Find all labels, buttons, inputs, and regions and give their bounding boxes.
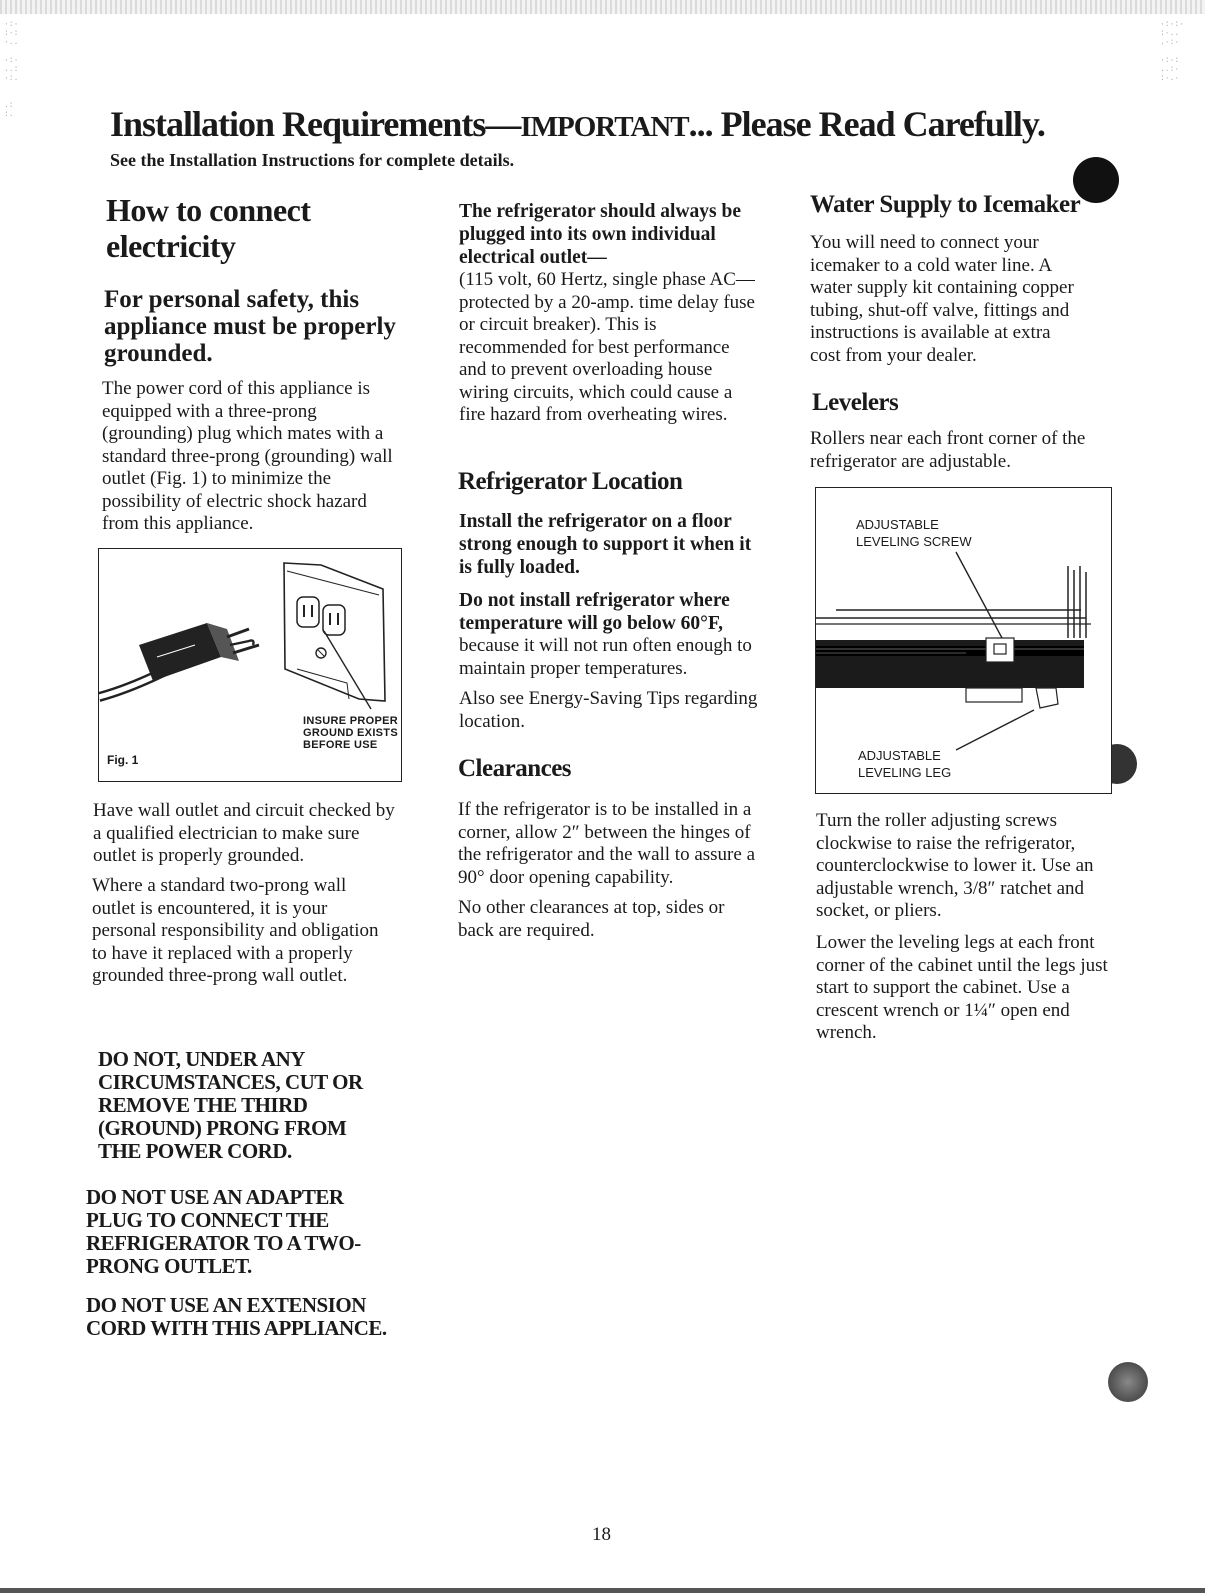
figure-caption: Fig. 1 <box>107 753 139 767</box>
section-water-supply <box>810 192 1100 218</box>
figure-plug-outlet <box>98 548 402 782</box>
heading-grounding-safety: For personal safety, this appliance must be properly grounded. <box>104 286 396 367</box>
safety-subheading-block <box>104 286 404 367</box>
heading-connect-electricity: How to connect electricity <box>106 192 311 264</box>
margin-marks-left: ·:· :·: ·.. ·:· ..: ·:. .: :. <box>4 20 19 119</box>
outlet-check-block <box>93 800 405 868</box>
warning-ground-prong <box>98 1048 378 1163</box>
section-connect-electricity <box>106 192 406 264</box>
two-prong-paragraph: Where a standard two-prong wall outlet is encountered, it is your personal responsibility and obligation to have it replaced with a properly grounded three-prong wall outlet. <box>92 875 379 986</box>
page-number: 18 <box>592 1524 611 1545</box>
levelers-adjust-text: Turn the roller adjusting screws clockwise to raise the refrigerator, counterclockwise to lower it. Use an adjustable wrench, 3/8″ ratchet and socket, or pliers. <box>816 810 1094 921</box>
outlet-requirement-text: (115 volt, 60 Hertz, single phase AC—protected by a 20-amp. time delay fuse or circuit breaker). This is recommended for best performance and to prevent overloading house wiring circuits, which could cause a fire hazard from overheating wires. <box>459 269 755 425</box>
location-temperature-text: because it will not run often enough to maintain proper temperatures. <box>459 635 752 679</box>
ground-callout <box>303 715 398 751</box>
location-block <box>459 510 759 733</box>
levelers-legs-block <box>816 932 1116 1045</box>
water-supply-block <box>810 232 1080 367</box>
figure-levelers <box>815 487 1112 794</box>
levelers-adjust-block <box>816 810 1106 923</box>
callout-line: BEFORE USE <box>303 739 378 751</box>
levelers-legs-text: Lower the leveling legs at each front corner of the cabinet until the legs just start to support the cabinet. Use a crescent wrench or 1¼″ open end wrench. <box>816 932 1108 1043</box>
binder-hole-dot <box>1108 1362 1148 1402</box>
levelers-intro-text: Rollers near each front corner of the refrigerator are adjustable. <box>810 428 1086 472</box>
outlet-requirement-block <box>459 200 759 427</box>
grounding-paragraph: The power cord of this appliance is equipped with a three-prong (grounding) plug which mates with a standard three-prong (grounding) wall outlet (Fig. 1) to minimize the possibility of electric shock hazard from this appliance. <box>102 378 393 534</box>
clearances-block <box>458 799 758 942</box>
margin-marks-right: ·:·:· :·.. .·:· ·:·: ..:· :·.· <box>1160 20 1185 83</box>
outlet-requirement-bold: The refrigerator should always be plugged into its own individual electrical outlet— <box>459 201 742 268</box>
callout-line: GROUND EXISTS <box>303 727 398 739</box>
heading-clearances: Clearances <box>458 755 572 782</box>
two-prong-block <box>92 875 392 988</box>
callout-line: INSURE PROPER <box>303 715 398 727</box>
scan-edge-bottom <box>0 1588 1205 1593</box>
outlet-check-paragraph: Have wall outlet and circuit checked by a qualified electrician to make sure outlet is properly grounded. <box>93 800 395 866</box>
location-floor-text: Install the refrigerator on a floor strong enough to support it when it is fully loaded. <box>459 511 752 578</box>
section-clearances <box>458 756 758 782</box>
label-leveling-screw <box>856 516 972 550</box>
heading-refrigerator-location: Refrigerator Location <box>458 468 683 495</box>
location-temperature-bold: Do not install refrigerator where temperature will go below 60°F, <box>459 590 730 634</box>
warning-extension-text: DO NOT USE AN EXTENSION CORD WITH THIS APPLIANCE. <box>86 1293 387 1340</box>
label-line: LEVELING SCREW <box>856 534 972 549</box>
grounding-paragraph-block <box>102 378 402 536</box>
label-line: LEVELING LEG <box>858 765 952 780</box>
section-levelers <box>812 390 1012 416</box>
label-leveling-leg <box>858 747 951 781</box>
location-energy-tips: Also see Energy-Saving Tips regarding location. <box>459 688 758 732</box>
label-line: ADJUSTABLE <box>856 517 939 532</box>
warning-adapter-text: DO NOT USE AN ADAPTER PLUG TO CONNECT THE REFRIGERATOR TO A TWO-PRONG OUTLET. <box>86 1185 361 1278</box>
water-supply-text: You will need to connect your icemaker to a cold water line. A water supply kit containing copper tubing, shut-off valve, fittings and instructions is available at extra cost from your dealer. <box>810 232 1074 366</box>
section-location <box>458 469 758 495</box>
page-subtitle: See the Installation Instructions for complete details. <box>110 150 515 170</box>
clearances-corner-text: If the refrigerator is to be installed in a corner, allow 2″ between the hinges of the refrigerator and the wall to assure a 90° door opening capability. <box>458 799 756 888</box>
page-title: Installation Requirements—IMPORTANT... Please Read Carefully. <box>110 104 1045 144</box>
warning-ground-prong-text: DO NOT, UNDER ANY CIRCUMSTANCES, CUT OR REMOVE THE THIRD (GROUND) PRONG FROM THE POWER CORD. <box>98 1047 363 1163</box>
warning-adapter <box>86 1186 396 1278</box>
heading-water-supply: Water Supply to Icemaker <box>810 191 1081 218</box>
scan-edge-top <box>0 0 1205 14</box>
label-line: ADJUSTABLE <box>858 748 941 763</box>
clearances-other-text: No other clearances at top, sides or back are required. <box>458 897 725 941</box>
warning-extension-cord <box>86 1294 406 1340</box>
levelers-intro-block <box>810 428 1090 473</box>
heading-levelers: Levelers <box>812 389 899 416</box>
